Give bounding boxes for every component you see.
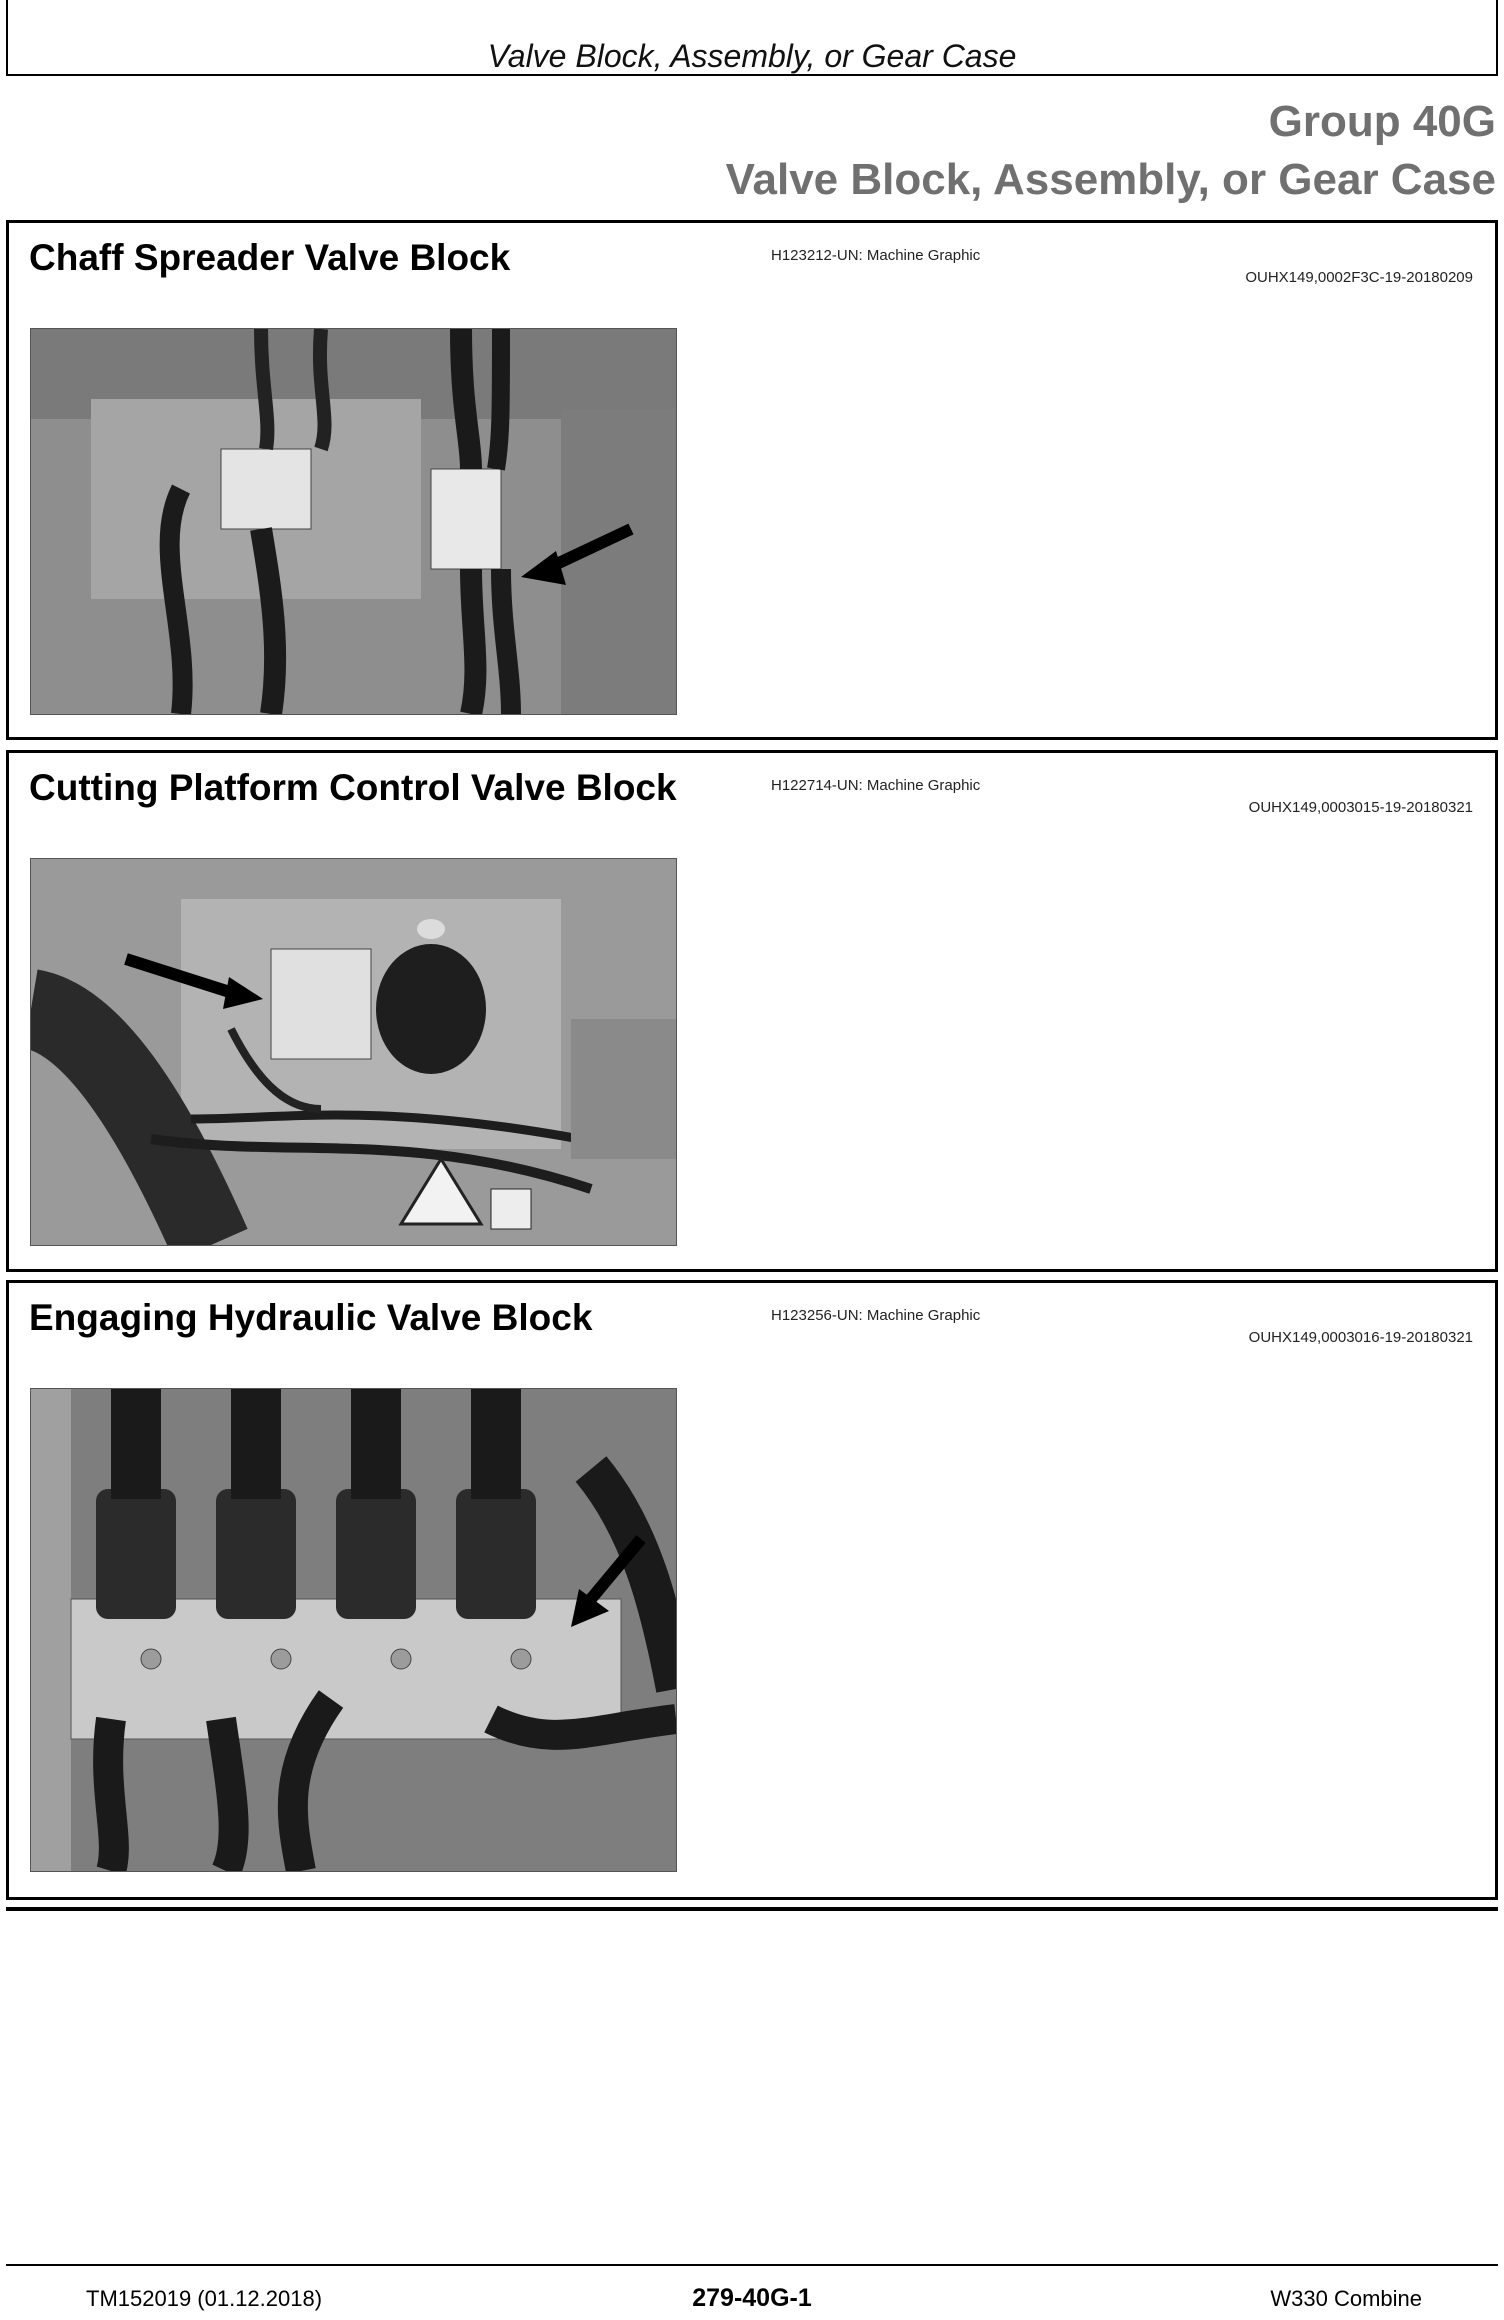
machine-graphic-image	[31, 859, 676, 1245]
group-number: Group 40G	[1268, 97, 1496, 146]
cutting-platform-valve-photo	[30, 858, 677, 1246]
chaff-spreader-valve-photo	[30, 328, 677, 715]
footer-manual-id: TM152019 (01.12.2018)	[86, 2286, 323, 2311]
footer-rule	[6, 2264, 1498, 2266]
section-end-rule	[6, 1907, 1498, 1911]
document-id: OUHX149,0003015-19-20180321	[1248, 799, 1473, 816]
footer-product: W330 Combine	[1270, 2286, 1422, 2311]
machine-graphic-image	[31, 329, 676, 714]
graphic-code: H122714-UN: Machine Graphic	[771, 777, 981, 794]
engaging-hydraulic-valve-photo	[30, 1388, 677, 1872]
section-cutting-platform	[6, 750, 1498, 1272]
running-header-title: Valve Block, Assembly, or Gear Case	[487, 38, 1017, 74]
footer-page-number: 279-40G-1	[692, 2284, 812, 2312]
section-heading: Cutting Platform Control Valve Block	[29, 767, 677, 808]
group-name: Valve Block, Assembly, or Gear Case	[725, 155, 1496, 204]
section-chaff-spreader	[6, 220, 1498, 740]
graphic-code: H123212-UN: Machine Graphic	[771, 247, 981, 264]
graphic-code: H123256-UN: Machine Graphic	[771, 1307, 981, 1324]
running-header	[6, 0, 1498, 76]
machine-graphic-image	[31, 1389, 676, 1871]
section-heading: Chaff Spreader Valve Block	[29, 237, 511, 278]
section-engaging-hydraulic	[6, 1280, 1498, 1900]
section-heading: Engaging Hydraulic Valve Block	[29, 1297, 593, 1338]
group-title	[726, 94, 1496, 210]
document-id: OUHX149,0002F3C-19-20180209	[1245, 269, 1473, 286]
document-id: OUHX149,0003016-19-20180321	[1248, 1329, 1473, 1346]
